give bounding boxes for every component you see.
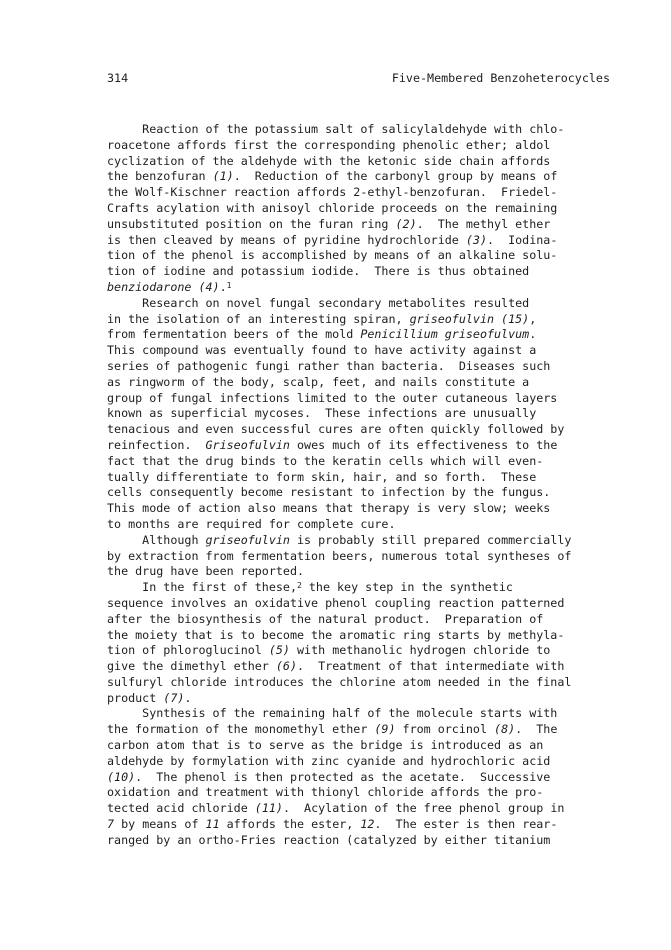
text-segment: with methanolic hydrogen chloride to [289,643,551,658]
italic-text: 7 [107,817,115,832]
italic-text: (1) [212,169,234,184]
text-line [107,659,571,675]
text-segment: tually differentiate to form skin, hair, and so forth. These [107,469,537,484]
text-line [107,691,571,707]
text-segment: . [529,327,537,342]
italic-text: 11 [205,817,220,832]
text-line [107,470,571,486]
text-segment: Synthesis of the remaining half of the molecule starts with [107,706,558,721]
text-line [107,312,571,328]
text-line [107,375,571,391]
italic-text: Penicillium griseofulvum [360,327,530,342]
page-number: 314 [107,71,129,85]
text-segment: Reaction of the potassium salt of salicylaldehyde with chlo- [107,122,565,136]
text-segment: . Acylation of the free phenol group in [282,801,565,816]
italic-text: (7) [163,690,185,705]
text-segment: tion of the phenol is accomplished by means of an alkaline solu- [107,248,558,263]
text-line [107,801,571,817]
text-segment: affords the ester, [219,817,361,832]
text-segment: Although [107,532,206,547]
text-line [107,248,571,264]
page-header [107,70,610,86]
text-segment: in the isolation of an interesting spiran, [107,311,410,326]
text-line [107,564,571,580]
text-line [107,280,571,296]
text-segment: owes much of its effectiveness to the [289,437,558,452]
text-segment: . [219,279,227,294]
text-segment: . The methyl ether [416,216,551,231]
text-line [107,643,571,659]
text-line [107,706,571,722]
text-segment: . The phenol is then protected as the acetate. Successive [135,769,551,784]
text-segment: the formation of the monomethyl ether [107,722,375,737]
text-line [107,833,571,849]
text-segment: unsubstituted position on the furan ring [107,216,396,231]
text-segment: tenacious and even successful cures are often quickly followed by [107,422,565,437]
italic-text: Griseofulvin [205,437,290,452]
text-segment: oxidation and treatment with thionyl chloride affords the pro- [107,785,544,800]
text-segment: This mode of action also means that therapy is very slow; weeks [107,501,551,516]
text-segment: sulfuryl chloride introduces the chlorine atom needed in the final [107,674,572,689]
text-segment: after the biosynthesis of the natural product. Preparation of [107,611,544,626]
text-segment: known as superficial mycoses. These infections are unusually [107,406,537,421]
text-line [107,580,571,596]
footnote-ref: 1 [226,280,232,290]
text-line [107,327,571,343]
text-line [107,217,571,233]
text-line [107,785,571,801]
text-segment: sequence involves an oxidative phenol coupling reaction patterned [107,595,565,610]
italic-text: (11) [254,801,283,816]
text-segment: cells consequently become resistant to infection by the fungus. [107,485,551,500]
text-segment: tion of iodine and potassium iodide. There is thus obtained [107,264,530,279]
text-line [107,549,571,565]
text-segment: Crafts acylation with anisoyl chloride proceeds on the remaining [107,200,558,215]
text-segment: the benzofuran [107,169,213,184]
text-segment: from orcinol [395,722,495,737]
text-line [107,138,571,154]
text-line [107,122,571,138]
italic-text: (5) [268,643,290,658]
text-segment: is then cleaved by means of pyridine hydrochloride [107,232,466,247]
text-line [107,454,571,470]
text-segment: give the dimethyl ether [107,659,276,674]
text-line [107,612,571,628]
text-line [107,533,571,549]
text-segment: . Iodina- [487,232,558,247]
text-line [107,628,571,644]
text-segment: fact that the drug binds to the keratin cells which will even- [107,453,544,468]
text-line [107,738,571,754]
text-segment: group of fungal infections limited to the outer cutaneous layers [107,390,558,405]
text-line [107,343,571,359]
text-segment: is probably still prepared commercially [289,532,572,547]
text-line [107,754,571,770]
italic-text: griseofulvin (15) [409,311,530,326]
text-segment: . Treatment of that intermediate with [297,659,565,674]
text-line [107,438,571,454]
text-line [107,169,571,185]
text-line [107,185,571,201]
text-line [107,422,571,438]
text-line [107,201,571,217]
italic-text: (3) [465,232,487,247]
text-segment: the drug have been reported. [107,564,305,579]
text-segment: the moiety that is to become the aromatic ring starts by methyla- [107,627,565,642]
text-line [107,817,571,833]
text-line [107,596,571,612]
text-segment: carbon atom that is to serve as the bridge is introduced as an [107,738,544,753]
text-segment: , [529,311,537,326]
body-text [107,122,571,849]
text-segment: In the first of these, [107,580,297,595]
text-segment: This compound was eventually found to have activity against a [107,343,537,358]
text-segment: by means of [114,817,206,832]
text-segment: . [184,690,192,705]
text-line [107,770,571,786]
italic-text: (6) [275,659,298,674]
text-segment: cyclization of the aldehyde with the ketonic side chain affords [107,153,551,168]
text-segment: series of pathogenic fungi rather than bacteria. Diseases such [107,358,551,373]
italic-text: benziodarone (4) [107,279,220,294]
text-line [107,675,571,691]
text-segment: . The [515,722,558,737]
text-line [107,485,571,501]
italic-text: (8) [494,722,516,737]
text-segment: . The ester is then rear- [374,817,558,832]
text-segment: the key step in the synthetic [301,580,513,595]
italic-text: (10) [107,769,136,784]
text-segment: by extraction from fermentation beers, numerous total syntheses of [107,548,572,563]
footnote-ref: 2 [297,581,302,591]
text-segment: the Wolf-Kischner reaction affords 2-ethyl-benzofuran. Friedel- [107,185,558,200]
text-segment: reinfection. [107,437,206,452]
text-line [107,359,571,375]
text-line [107,264,571,280]
text-line [107,722,571,738]
text-segment: to months are required for complete cure. [107,516,396,531]
italic-text: (2) [395,216,417,231]
text-segment: . Reduction of the carbonyl group by means of [233,169,558,184]
italic-text: (9) [374,722,396,737]
text-line [107,406,571,422]
text-line [107,154,571,170]
text-segment: aldehyde by formylation with zinc cyanide and hydrochloric acid [107,753,551,768]
text-segment: ranged by an ortho-Fries reaction (catalyzed by either titanium [107,832,551,847]
text-line [107,517,571,533]
text-segment: Research on novel fungal secondary metabolites resulted [107,295,530,310]
running-head: Five-Membered Benzoheterocycles [391,71,610,85]
text-line [107,296,571,312]
text-segment: tected acid chloride [107,801,255,816]
text-line [107,391,571,407]
text-segment: roacetone affords first the corresponding phenolic ether; aldol [107,137,551,152]
italic-text: 12 [360,817,375,832]
text-segment: from fermentation beers of the mold [107,327,361,342]
text-segment: as ringworm of the body, scalp, feet, and nails constitute a [107,374,530,389]
text-line [107,501,571,517]
italic-text: griseofulvin [205,532,290,547]
text-segment: product [107,690,164,705]
text-segment: tion of phloroglucinol [107,643,269,658]
text-line [107,233,571,249]
